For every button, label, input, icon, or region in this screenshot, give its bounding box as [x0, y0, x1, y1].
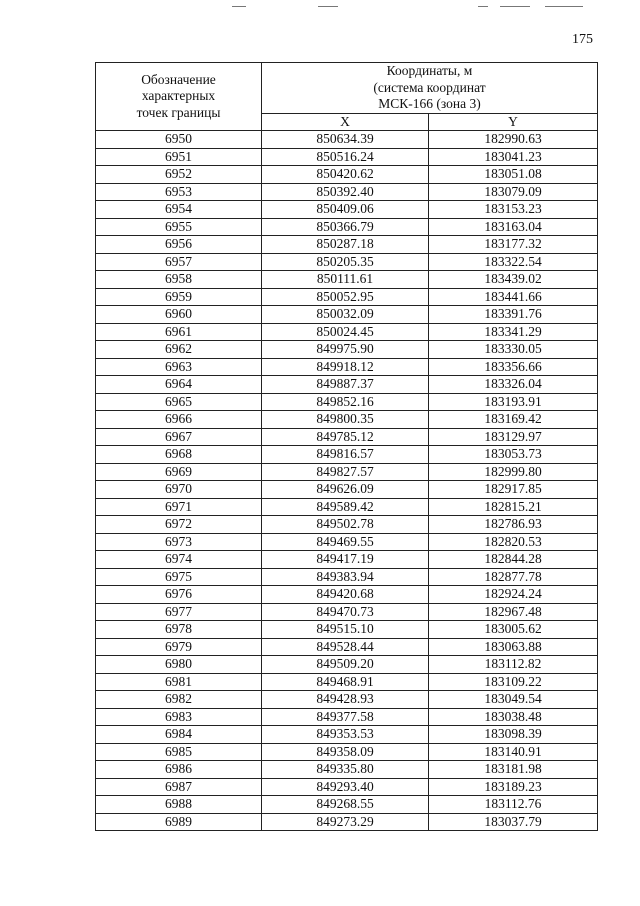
- point-id-cell: 6966: [96, 411, 262, 429]
- point-id-cell: 6950: [96, 131, 262, 149]
- y-coordinate-cell: 182967.48: [429, 603, 598, 621]
- top-rule-2: [318, 6, 338, 7]
- x-coordinate-cell: 849358.09: [262, 743, 429, 761]
- y-coordinate-cell: 183038.48: [429, 708, 598, 726]
- x-coordinate-cell: 849468.91: [262, 673, 429, 691]
- x-coordinate-cell: 849827.57: [262, 463, 429, 481]
- y-coordinate-cell: 182999.80: [429, 463, 598, 481]
- top-rule-1: [232, 6, 246, 7]
- x-coordinate-cell: 849589.42: [262, 498, 429, 516]
- point-id-cell: 6977: [96, 603, 262, 621]
- table-row: [96, 761, 598, 779]
- point-id-cell: 6965: [96, 393, 262, 411]
- x-coordinate-cell: 849420.68: [262, 586, 429, 604]
- table-row: [96, 271, 598, 289]
- y-coordinate-cell: 183193.91: [429, 393, 598, 411]
- y-coordinate-cell: 183189.23: [429, 778, 598, 796]
- x-coordinate-cell: 849800.35: [262, 411, 429, 429]
- point-id-cell: 6986: [96, 761, 262, 779]
- point-id-cell: 6970: [96, 481, 262, 499]
- point-id-cell: 6963: [96, 358, 262, 376]
- point-id-cell: 6971: [96, 498, 262, 516]
- y-coordinate-cell: 183063.88: [429, 638, 598, 656]
- table-row: [96, 306, 598, 324]
- point-designation-header: [96, 63, 262, 131]
- x-coordinate-cell: 849383.94: [262, 568, 429, 586]
- point-id-cell: 6960: [96, 306, 262, 324]
- top-rule-4: [500, 6, 530, 7]
- table-row: [96, 376, 598, 394]
- table-row: [96, 778, 598, 796]
- point-id-cell: 6989: [96, 813, 262, 831]
- table-row: [96, 148, 598, 166]
- table-row: [96, 253, 598, 271]
- table-body: [96, 131, 598, 831]
- y-coordinate-cell: 183322.54: [429, 253, 598, 271]
- point-id-cell: 6987: [96, 778, 262, 796]
- y-coordinate-cell: 182844.28: [429, 551, 598, 569]
- y-coordinate-cell: 183112.82: [429, 656, 598, 674]
- point-id-cell: 6984: [96, 726, 262, 744]
- x-coordinate-cell: 850366.79: [262, 218, 429, 236]
- point-id-cell: 6983: [96, 708, 262, 726]
- point-id-cell: 6957: [96, 253, 262, 271]
- x-coordinate-cell: 849816.57: [262, 446, 429, 464]
- point-id-cell: 6976: [96, 586, 262, 604]
- table-row: [96, 131, 598, 149]
- y-coordinate-cell: 183391.76: [429, 306, 598, 324]
- point-id-cell: 6974: [96, 551, 262, 569]
- y-coordinate-cell: 183177.32: [429, 236, 598, 254]
- coordinates-header: [262, 63, 598, 114]
- x-coordinate-cell: 849509.20: [262, 656, 429, 674]
- table-row: [96, 358, 598, 376]
- table-row: [96, 393, 598, 411]
- table-row: [96, 481, 598, 499]
- table-row: [96, 166, 598, 184]
- y-column-header: Y: [429, 113, 598, 131]
- x-coordinate-cell: 849918.12: [262, 358, 429, 376]
- table-row: [96, 533, 598, 551]
- table-row: [96, 603, 598, 621]
- point-id-cell: 6953: [96, 183, 262, 201]
- table-row: [96, 183, 598, 201]
- table-row: [96, 673, 598, 691]
- point-id-cell: 6956: [96, 236, 262, 254]
- y-coordinate-cell: 183098.39: [429, 726, 598, 744]
- y-coordinate-cell: 183341.29: [429, 323, 598, 341]
- table-row: [96, 201, 598, 219]
- point-id-cell: 6972: [96, 516, 262, 534]
- table-row: [96, 621, 598, 639]
- x-coordinate-cell: 850392.40: [262, 183, 429, 201]
- y-coordinate-cell: 183051.08: [429, 166, 598, 184]
- point-header-line: точек границы: [136, 104, 221, 120]
- point-id-cell: 6951: [96, 148, 262, 166]
- point-id-cell: 6967: [96, 428, 262, 446]
- point-header-line: Обозначение: [141, 71, 216, 87]
- y-coordinate-cell: 182917.85: [429, 481, 598, 499]
- point-id-cell: 6968: [96, 446, 262, 464]
- point-id-cell: 6988: [96, 796, 262, 814]
- x-coordinate-cell: 849353.53: [262, 726, 429, 744]
- point-id-cell: 6955: [96, 218, 262, 236]
- y-coordinate-cell: 183181.98: [429, 761, 598, 779]
- point-id-cell: 6975: [96, 568, 262, 586]
- x-column-header: X: [262, 113, 429, 131]
- y-coordinate-cell: 182924.24: [429, 586, 598, 604]
- x-coordinate-cell: 850032.09: [262, 306, 429, 324]
- x-coordinate-cell: 850287.18: [262, 236, 429, 254]
- x-coordinate-cell: 849852.16: [262, 393, 429, 411]
- table-row: [96, 586, 598, 604]
- table-row: [96, 218, 598, 236]
- y-coordinate-cell: 183109.22: [429, 673, 598, 691]
- point-id-cell: 6981: [96, 673, 262, 691]
- y-coordinate-cell: 183356.66: [429, 358, 598, 376]
- y-coordinate-cell: 183037.79: [429, 813, 598, 831]
- table-row: [96, 656, 598, 674]
- page-number: 175: [572, 32, 593, 47]
- y-coordinate-cell: 183079.09: [429, 183, 598, 201]
- table-row: [96, 428, 598, 446]
- y-coordinate-cell: 182815.21: [429, 498, 598, 516]
- coords-header-line: Координаты, м: [386, 63, 473, 78]
- x-coordinate-cell: 849273.29: [262, 813, 429, 831]
- x-coordinate-cell: 849470.73: [262, 603, 429, 621]
- y-coordinate-cell: 183169.42: [429, 411, 598, 429]
- x-coordinate-cell: 850205.35: [262, 253, 429, 271]
- y-coordinate-cell: 183053.73: [429, 446, 598, 464]
- point-id-cell: 6978: [96, 621, 262, 639]
- top-rule-5: [545, 6, 583, 7]
- y-coordinate-cell: 183441.66: [429, 288, 598, 306]
- y-coordinate-cell: 182820.53: [429, 533, 598, 551]
- point-id-cell: 6952: [96, 166, 262, 184]
- x-coordinate-cell: 850420.62: [262, 166, 429, 184]
- y-coordinate-cell: 183140.91: [429, 743, 598, 761]
- point-id-cell: 6959: [96, 288, 262, 306]
- x-coordinate-cell: 849515.10: [262, 621, 429, 639]
- x-coordinate-cell: 849785.12: [262, 428, 429, 446]
- y-coordinate-cell: 182786.93: [429, 516, 598, 534]
- x-coordinate-cell: 849428.93: [262, 691, 429, 709]
- x-coordinate-cell: 849626.09: [262, 481, 429, 499]
- y-coordinate-cell: 183041.23: [429, 148, 598, 166]
- y-coordinate-cell: 183049.54: [429, 691, 598, 709]
- table-row: [96, 341, 598, 359]
- point-id-cell: 6980: [96, 656, 262, 674]
- point-id-cell: 6982: [96, 691, 262, 709]
- point-id-cell: 6958: [96, 271, 262, 289]
- table-row: [96, 568, 598, 586]
- point-id-cell: 6985: [96, 743, 262, 761]
- point-id-cell: 6954: [96, 201, 262, 219]
- y-coordinate-cell: 183153.23: [429, 201, 598, 219]
- x-coordinate-cell: 850024.45: [262, 323, 429, 341]
- x-coordinate-cell: 850634.39: [262, 131, 429, 149]
- x-coordinate-cell: 849887.37: [262, 376, 429, 394]
- point-id-cell: 6979: [96, 638, 262, 656]
- x-coordinate-cell: 849975.90: [262, 341, 429, 359]
- table-row: [96, 446, 598, 464]
- coords-header-line: МСК-166 (зона 3): [378, 96, 481, 111]
- x-coordinate-cell: 850111.61: [262, 271, 429, 289]
- x-coordinate-cell: 849293.40: [262, 778, 429, 796]
- point-header-line: характерных: [141, 88, 216, 104]
- table-row: [96, 551, 598, 569]
- table-row: [96, 463, 598, 481]
- point-id-cell: 6962: [96, 341, 262, 359]
- table-row: [96, 726, 598, 744]
- x-coordinate-cell: 849528.44: [262, 638, 429, 656]
- point-id-cell: 6964: [96, 376, 262, 394]
- y-coordinate-cell: 183112.76: [429, 796, 598, 814]
- x-coordinate-cell: 849469.55: [262, 533, 429, 551]
- table-row: [96, 796, 598, 814]
- x-coordinate-cell: 849502.78: [262, 516, 429, 534]
- table-row: [96, 323, 598, 341]
- y-coordinate-cell: 183129.97: [429, 428, 598, 446]
- table-row: [96, 743, 598, 761]
- table-row: [96, 288, 598, 306]
- x-coordinate-cell: 849377.58: [262, 708, 429, 726]
- table-row: [96, 708, 598, 726]
- top-rule-3: [478, 6, 488, 7]
- x-coordinate-cell: 849268.55: [262, 796, 429, 814]
- point-id-cell: 6961: [96, 323, 262, 341]
- coords-header-line: (система координат: [373, 79, 486, 95]
- y-coordinate-cell: 182990.63: [429, 131, 598, 149]
- table-row: [96, 498, 598, 516]
- table-row: [96, 236, 598, 254]
- point-id-cell: 6969: [96, 463, 262, 481]
- x-coordinate-cell: 849417.19: [262, 551, 429, 569]
- y-coordinate-cell: 183330.05: [429, 341, 598, 359]
- y-coordinate-cell: 183326.04: [429, 376, 598, 394]
- table-row: [96, 638, 598, 656]
- coordinates-table: [95, 62, 598, 831]
- x-coordinate-cell: 850052.95: [262, 288, 429, 306]
- table-row: [96, 691, 598, 709]
- table-row: [96, 813, 598, 831]
- x-coordinate-cell: 850516.24: [262, 148, 429, 166]
- table-row: [96, 411, 598, 429]
- y-coordinate-cell: 183439.02: [429, 271, 598, 289]
- x-coordinate-cell: 850409.06: [262, 201, 429, 219]
- y-coordinate-cell: 183163.04: [429, 218, 598, 236]
- y-coordinate-cell: 182877.78: [429, 568, 598, 586]
- table-row: [96, 516, 598, 534]
- point-id-cell: 6973: [96, 533, 262, 551]
- x-coordinate-cell: 849335.80: [262, 761, 429, 779]
- y-coordinate-cell: 183005.62: [429, 621, 598, 639]
